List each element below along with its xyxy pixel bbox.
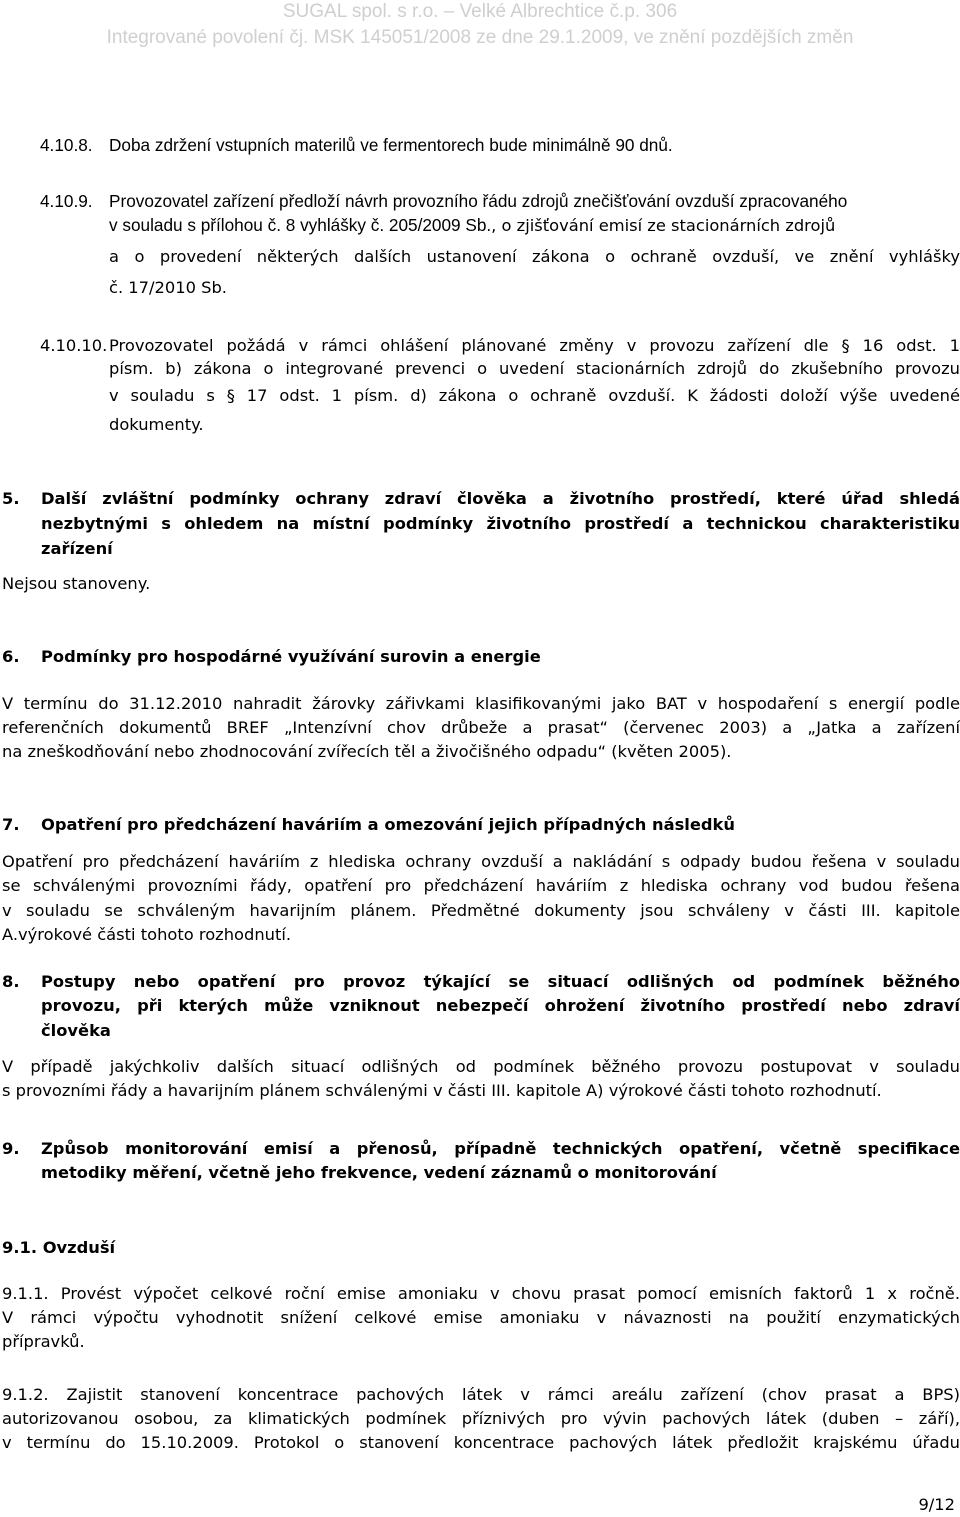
item-number: 4.10.9. <box>40 191 93 211</box>
paragraph: v termínu do 15.10.2009. Protokol o stanovení koncentrace pachových látek předložit krajskému úřadu <box>2 1433 960 1452</box>
item-text: Provozovatel požádá v rámci ohlášení plánované změny v provozu zařízení dle § 16 odst. 1 <box>109 336 960 355</box>
paragraph: Nejsou stanoveny. <box>2 574 151 593</box>
item-text: č. 17/2010 Sb. <box>109 278 227 297</box>
section-heading: provozu, při kterých může vzniknout nebezpečí ohrožení životního prostředí nebo zdraví <box>41 996 960 1015</box>
paragraph: referenčních dokumentů BREF „Intenzívní chov drůbeže a prasat“ (červenec 2003) a „Jatka a zařízení <box>2 718 960 737</box>
item-text: Doba zdržení vstupních materilů ve fermentorech bude minimálně 90 dnů. <box>109 135 673 155</box>
paragraph: V termínu do 31.12.2010 nahradit žárovky zářivkami klasifikovanými jako BAT v hospodaření s energií podle <box>2 694 960 713</box>
section-heading: Podmínky pro hospodárné využívání surovin a energie <box>41 647 541 666</box>
paragraph: 9.1.2. Zajistit stanovení koncentrace pachových látek v rámci areálu zařízení (chov prasat a BPS) <box>2 1385 960 1404</box>
section-number: 8. <box>2 972 20 991</box>
paragraph: Opatření pro předcházení haváriím z hlediska ochrany ovzduší a nakládání s odpady budou řešena v souladu <box>2 852 960 871</box>
item-text: písm. b) zákona o integrované prevenci o uvedení stacionárních zdrojů do zkušebního provozu <box>109 359 960 378</box>
item-number: 4.10.10. <box>40 336 108 355</box>
paragraph: 9.1.1. Provést výpočet celkové roční emise amoniaku v chovu prasat pomocí emisních faktorů 1 x ročně. <box>2 1284 960 1303</box>
section-number: 7. <box>2 815 20 834</box>
item-text: v souladu s § 17 odst. 1 písm. d) zákona o ochraně ovzduší. K žádosti doloží výše uvedené <box>109 386 960 405</box>
paragraph: V rámci výpočtu vyhodnotit snížení celkové emise amoniaku v návaznosti na použití enzymatických <box>2 1308 960 1327</box>
section-heading: člověka <box>41 1021 111 1040</box>
section-heading: Způsob monitorování emisí a přenosů, případně technických opatření, včetně specifikace <box>41 1139 960 1158</box>
item-text: Provozovatel zařízení předloží návrh provozního řádu zdrojů znečišťování ovzduší zpracovaného <box>109 191 848 211</box>
item-text <box>109 213 960 238</box>
subsection-heading: 9.1. Ovzduší <box>2 1238 116 1257</box>
paragraph: na zneškodňování nebo zhodnocování zvířecích těl a živočišného odpadu“ (květen 2005). <box>2 742 732 761</box>
paragraph: s provozními řády a havarijním plánem schválenými v části III. kapitole A) výrokové části tohoto rozhodnutí. <box>2 1081 882 1100</box>
item-text: dokumenty. <box>109 415 204 434</box>
section-heading: Opatření pro předcházení haváriím a omezování jejich případných následků <box>41 815 735 834</box>
paragraph: autorizovanou osobou, za klimatických podmínek příznivých pro vývin pachových látek (duben – září), <box>2 1409 960 1428</box>
section-heading: Postupy nebo opatření pro provoz týkající se situací odlišných od podmínek běžného <box>41 972 960 991</box>
item-number: 4.10.8. <box>40 135 93 155</box>
section-heading: zařízení <box>41 539 113 558</box>
page-number: 9/12 <box>918 1495 955 1514</box>
paragraph: A.výrokové části tohoto rozhodnutí. <box>2 925 292 944</box>
section-number: 6. <box>2 647 20 666</box>
paragraph: přípravků. <box>2 1332 85 1351</box>
paragraph: se schválenými provozními řády, opatření pro předcházení haváriím z hlediska ochrany vod budou řešena <box>2 876 960 895</box>
paragraph: V případě jakýchkoliv dalších situací odlišných od podmínek běžného provozu postupovat v souladu <box>2 1057 960 1076</box>
header-line-2: Integrované povolení čj. MSK 145051/2008 ze dne 29.1.2009, ve znění pozdějších změn <box>106 27 854 48</box>
paragraph: v souladu se schváleným havarijním plánem. Předmětné dokumenty jsou schváleny v části III. kapitole <box>2 901 960 920</box>
section-number: 5. <box>2 489 20 508</box>
header-line-1: SUGAL spol. s r.o. – Velké Albrechtice č.p. 306 <box>282 1 678 22</box>
item-text: a o provedení některých dalších ustanovení zákona o ochraně ovzduší, ve znění vyhlášky <box>109 247 960 266</box>
section-heading: nezbytnými s ohledem na místní podmínky životního prostředí a technickou charakteristiku <box>41 514 960 533</box>
item-text-part: , o zjišťování emisí ze stacionárních zdrojů <box>491 216 836 235</box>
section-number: 9. <box>2 1139 20 1158</box>
section-heading: metodiky měření, včetně jeho frekvence, vedení záznamů o monitorování <box>41 1163 717 1182</box>
section-heading: Další zvláštní podmínky ochrany zdraví člověka a životního prostředí, které úřad shledá <box>41 489 960 508</box>
item-text-part: v souladu s přílohou č. 8 vyhlášky č. 205/2009 Sb. <box>109 215 492 235</box>
